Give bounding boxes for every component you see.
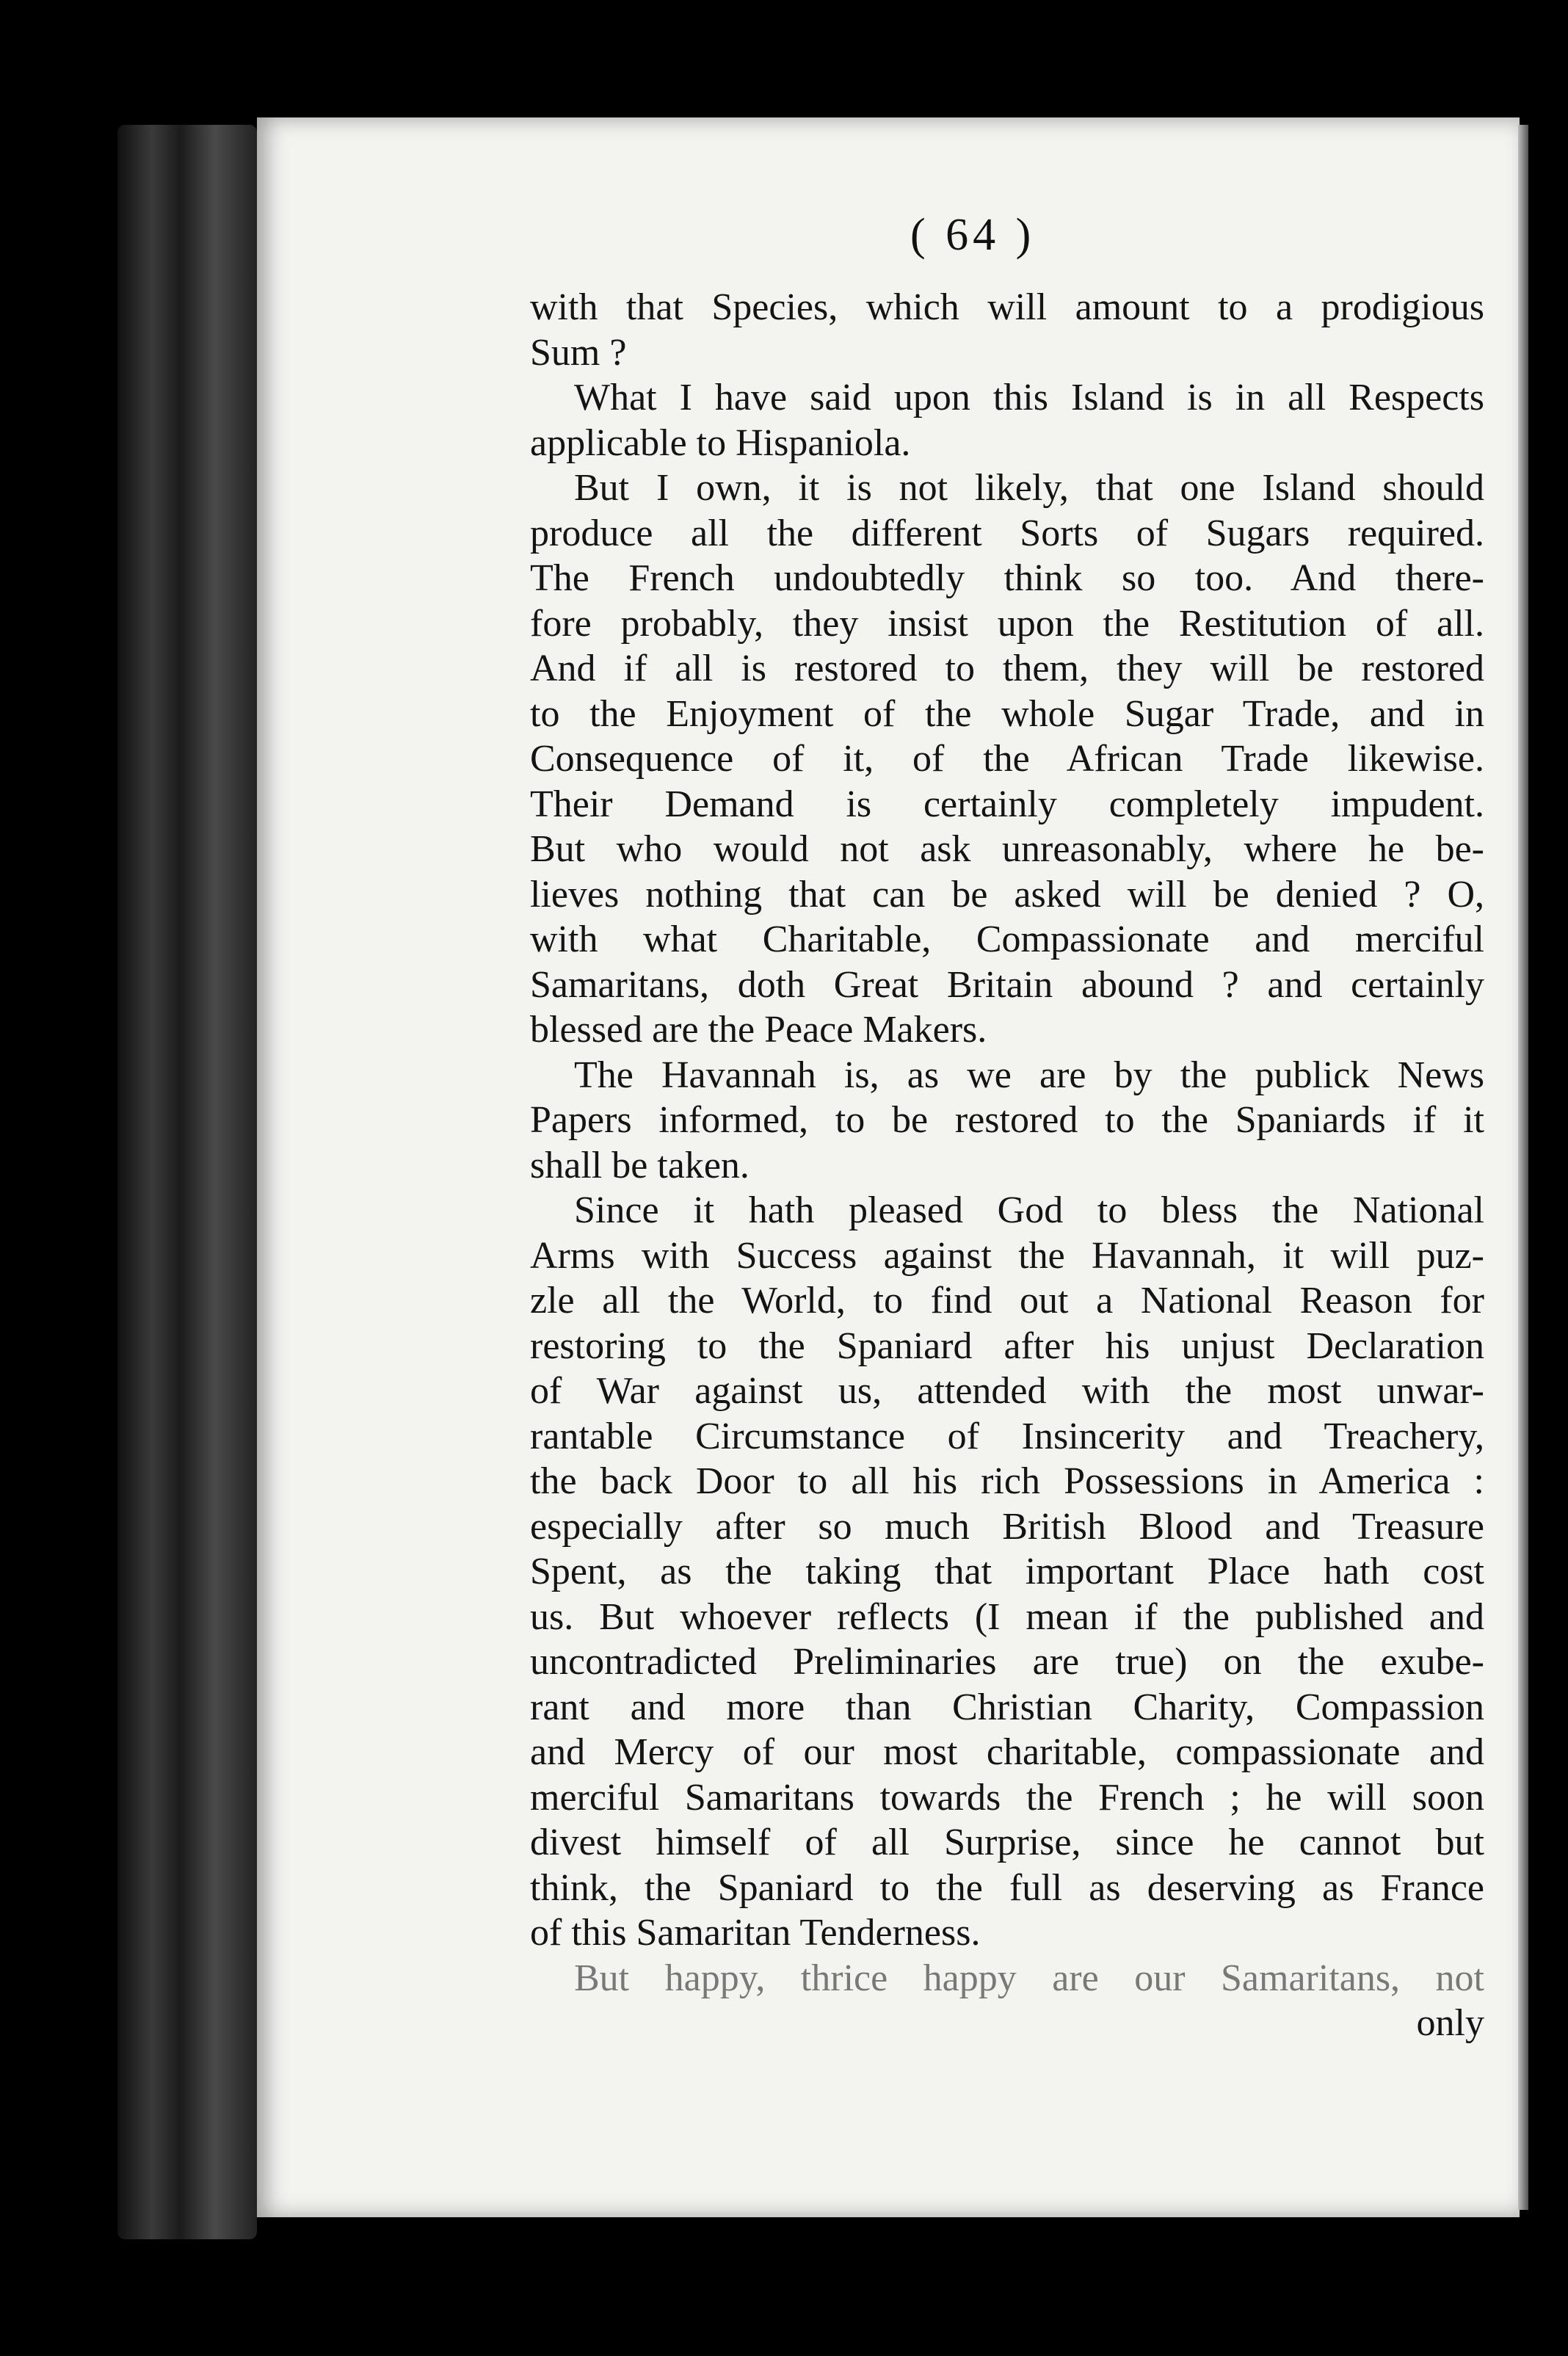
text-line: divest himself of all Surprise, since he cannot but xyxy=(530,1822,1484,1863)
text-line: uncontradicted Preliminaries are true) on the exube- xyxy=(530,1641,1484,1683)
text-line: of this Samaritan Tenderness. xyxy=(530,1912,981,1954)
text-line: blessed are the Peace Makers. xyxy=(530,1009,987,1051)
text-line: shall be taken. xyxy=(530,1144,749,1186)
text-line: Consequence of it, of the African Trade likewise. xyxy=(530,738,1484,780)
text-line: think, the Spaniard to the full as deserving as France xyxy=(530,1866,1484,1909)
text-line: Their Demand is certainly completely impudent. xyxy=(530,783,1484,825)
text-line: zle all the World, to find out a National Reason for xyxy=(530,1280,1484,1322)
text-line: with that Species, which will amount to a prodigious xyxy=(530,286,1484,328)
text-line: And if all is restored to them, they will be restored xyxy=(530,648,1484,689)
text-line: only xyxy=(1416,2002,1484,2044)
page-text xyxy=(530,285,1484,2046)
text-line: Spent, as the taking that important Place hath cost xyxy=(530,1551,1484,1592)
text-line: and Mercy of our most charitable, compassionate and xyxy=(530,1731,1484,1773)
text-line: produce all the different Sorts of Sugars required. xyxy=(530,512,1484,554)
text-line: especially after so much British Blood and Treasure xyxy=(530,1505,1484,1548)
text-line: Papers informed, to be restored to the Spaniards if it xyxy=(530,1099,1484,1141)
page-edge xyxy=(1518,125,1528,2210)
page-number: ( 64 ) xyxy=(910,210,1036,260)
text-line: merciful Samaritans towards the French ; he will soon xyxy=(530,1776,1484,1819)
text-line: But who would not ask unreasonably, where he be- xyxy=(530,828,1484,870)
text-line: But happy, thrice happy are our Samaritans, not xyxy=(574,1957,1484,1999)
text-line: But I own, it is not likely, that one Island should xyxy=(574,467,1484,509)
text-line: What I have said upon this Island is in all Respects xyxy=(574,377,1484,418)
text-line: Since it hath pleased God to bless the National xyxy=(574,1189,1484,1231)
text-line: lieves nothing that can be asked will be denied ? O, xyxy=(530,873,1484,916)
text-line: The French undoubtedly think so too. And there- xyxy=(530,557,1484,599)
book-spine-edge xyxy=(117,125,257,2239)
text-line: the back Door to all his rich Possessions in America : xyxy=(530,1460,1484,1502)
text-line: applicable to Hispaniola. xyxy=(530,421,911,464)
text-line: rantable Circumstance of Insincerity and Treachery, xyxy=(530,1415,1484,1457)
text-line: with what Charitable, Compassionate and merciful xyxy=(530,918,1484,960)
text-line: rant and more than Christian Charity, Compassion xyxy=(530,1686,1484,1728)
text-line: The Havannah is, as we are by the publick News xyxy=(574,1054,1484,1096)
text-line: Samaritans, doth Great Britain abound ? and certainly xyxy=(530,963,1484,1006)
text-line: us. But whoever reflects (I mean if the published and xyxy=(530,1595,1484,1638)
text-line: Sum ? xyxy=(530,331,627,374)
text-line: to the Enjoyment of the whole Sugar Trade, and in xyxy=(530,692,1484,735)
text-line: Arms with Success against the Havannah, it will puz- xyxy=(530,1234,1484,1277)
text-line: fore probably, they insist upon the Restitution of all. xyxy=(530,602,1484,645)
text-line: restoring to the Spaniard after his unjust Declaration xyxy=(530,1324,1484,1367)
text-line: of War against us, attended with the most unwar- xyxy=(530,1370,1484,1412)
